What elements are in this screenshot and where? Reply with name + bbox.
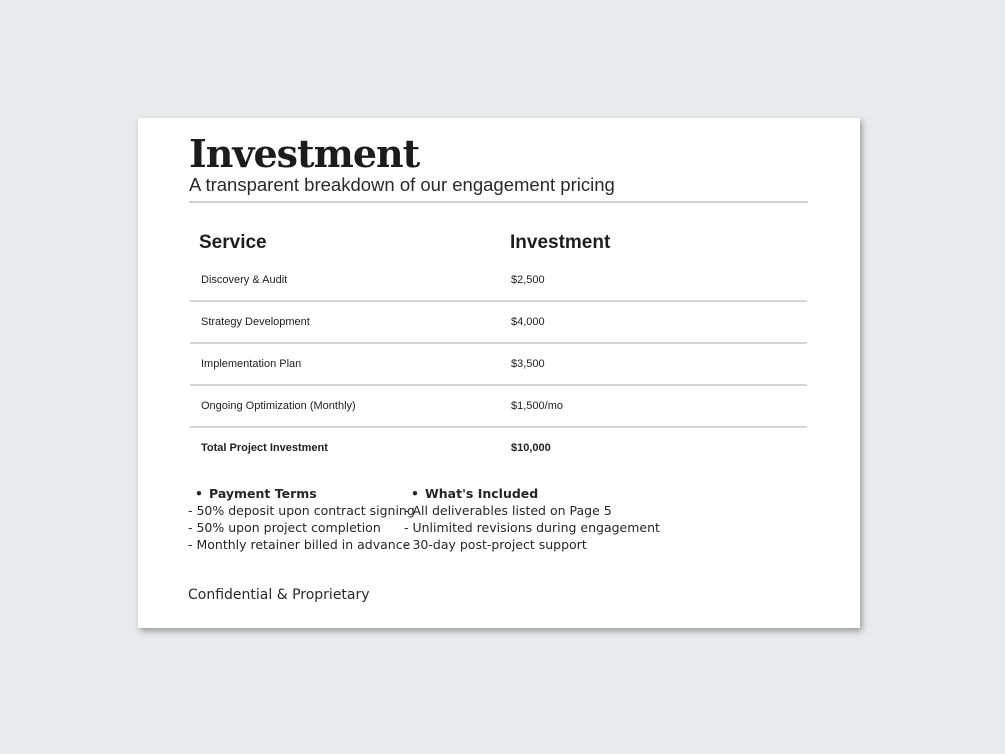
payment-terms-line: - 50% deposit upon contract signing [188, 503, 415, 518]
whats-included-line: - All deliverables listed on Page 5 [404, 503, 612, 518]
payment-terms-heading [188, 485, 415, 502]
title-divider [189, 201, 808, 203]
investment-cell: $1,500/mo [511, 400, 563, 412]
table-row [190, 260, 807, 302]
payment-terms-block [188, 485, 415, 553]
service-cell: Ongoing Optimization (Monthly) [201, 400, 356, 412]
footer-note: Confidential & Proprietary [188, 587, 370, 603]
pricing-table [190, 226, 807, 468]
bullet-icon: • [411, 486, 419, 501]
bullet-icon: • [195, 486, 203, 501]
slide-title: Investment [189, 131, 420, 176]
slide-subtitle: A transparent breakdown of our engagement pricing [189, 174, 615, 195]
column-header-investment: Investment [510, 232, 611, 253]
service-cell: Strategy Development [201, 316, 310, 328]
whats-included-title: What's Included [425, 486, 539, 501]
whats-included-block [404, 485, 660, 553]
whats-included-line: - Unlimited revisions during engagement [404, 520, 660, 535]
investment-cell: $3,500 [511, 358, 545, 370]
total-value: $10,000 [511, 442, 551, 454]
whats-included-heading [404, 485, 660, 502]
service-cell: Implementation Plan [201, 358, 302, 370]
table-row [190, 302, 807, 344]
slide [138, 118, 860, 628]
table-row [190, 344, 807, 386]
payment-terms-line: - 50% upon project completion [188, 520, 381, 535]
whats-included-line: - 30-day post-project support [404, 537, 587, 552]
service-cell: Discovery & Audit [201, 274, 288, 286]
investment-cell: $4,000 [511, 316, 545, 328]
payment-terms-line: - Monthly retainer billed in advance [188, 537, 411, 552]
column-header-service: Service [199, 232, 267, 253]
total-label: Total Project Investment [201, 442, 328, 454]
payment-terms-title: Payment Terms [209, 486, 317, 501]
investment-cell: $2,500 [511, 274, 545, 286]
table-header [190, 226, 807, 260]
total-row [190, 428, 807, 468]
table-row [190, 386, 807, 428]
